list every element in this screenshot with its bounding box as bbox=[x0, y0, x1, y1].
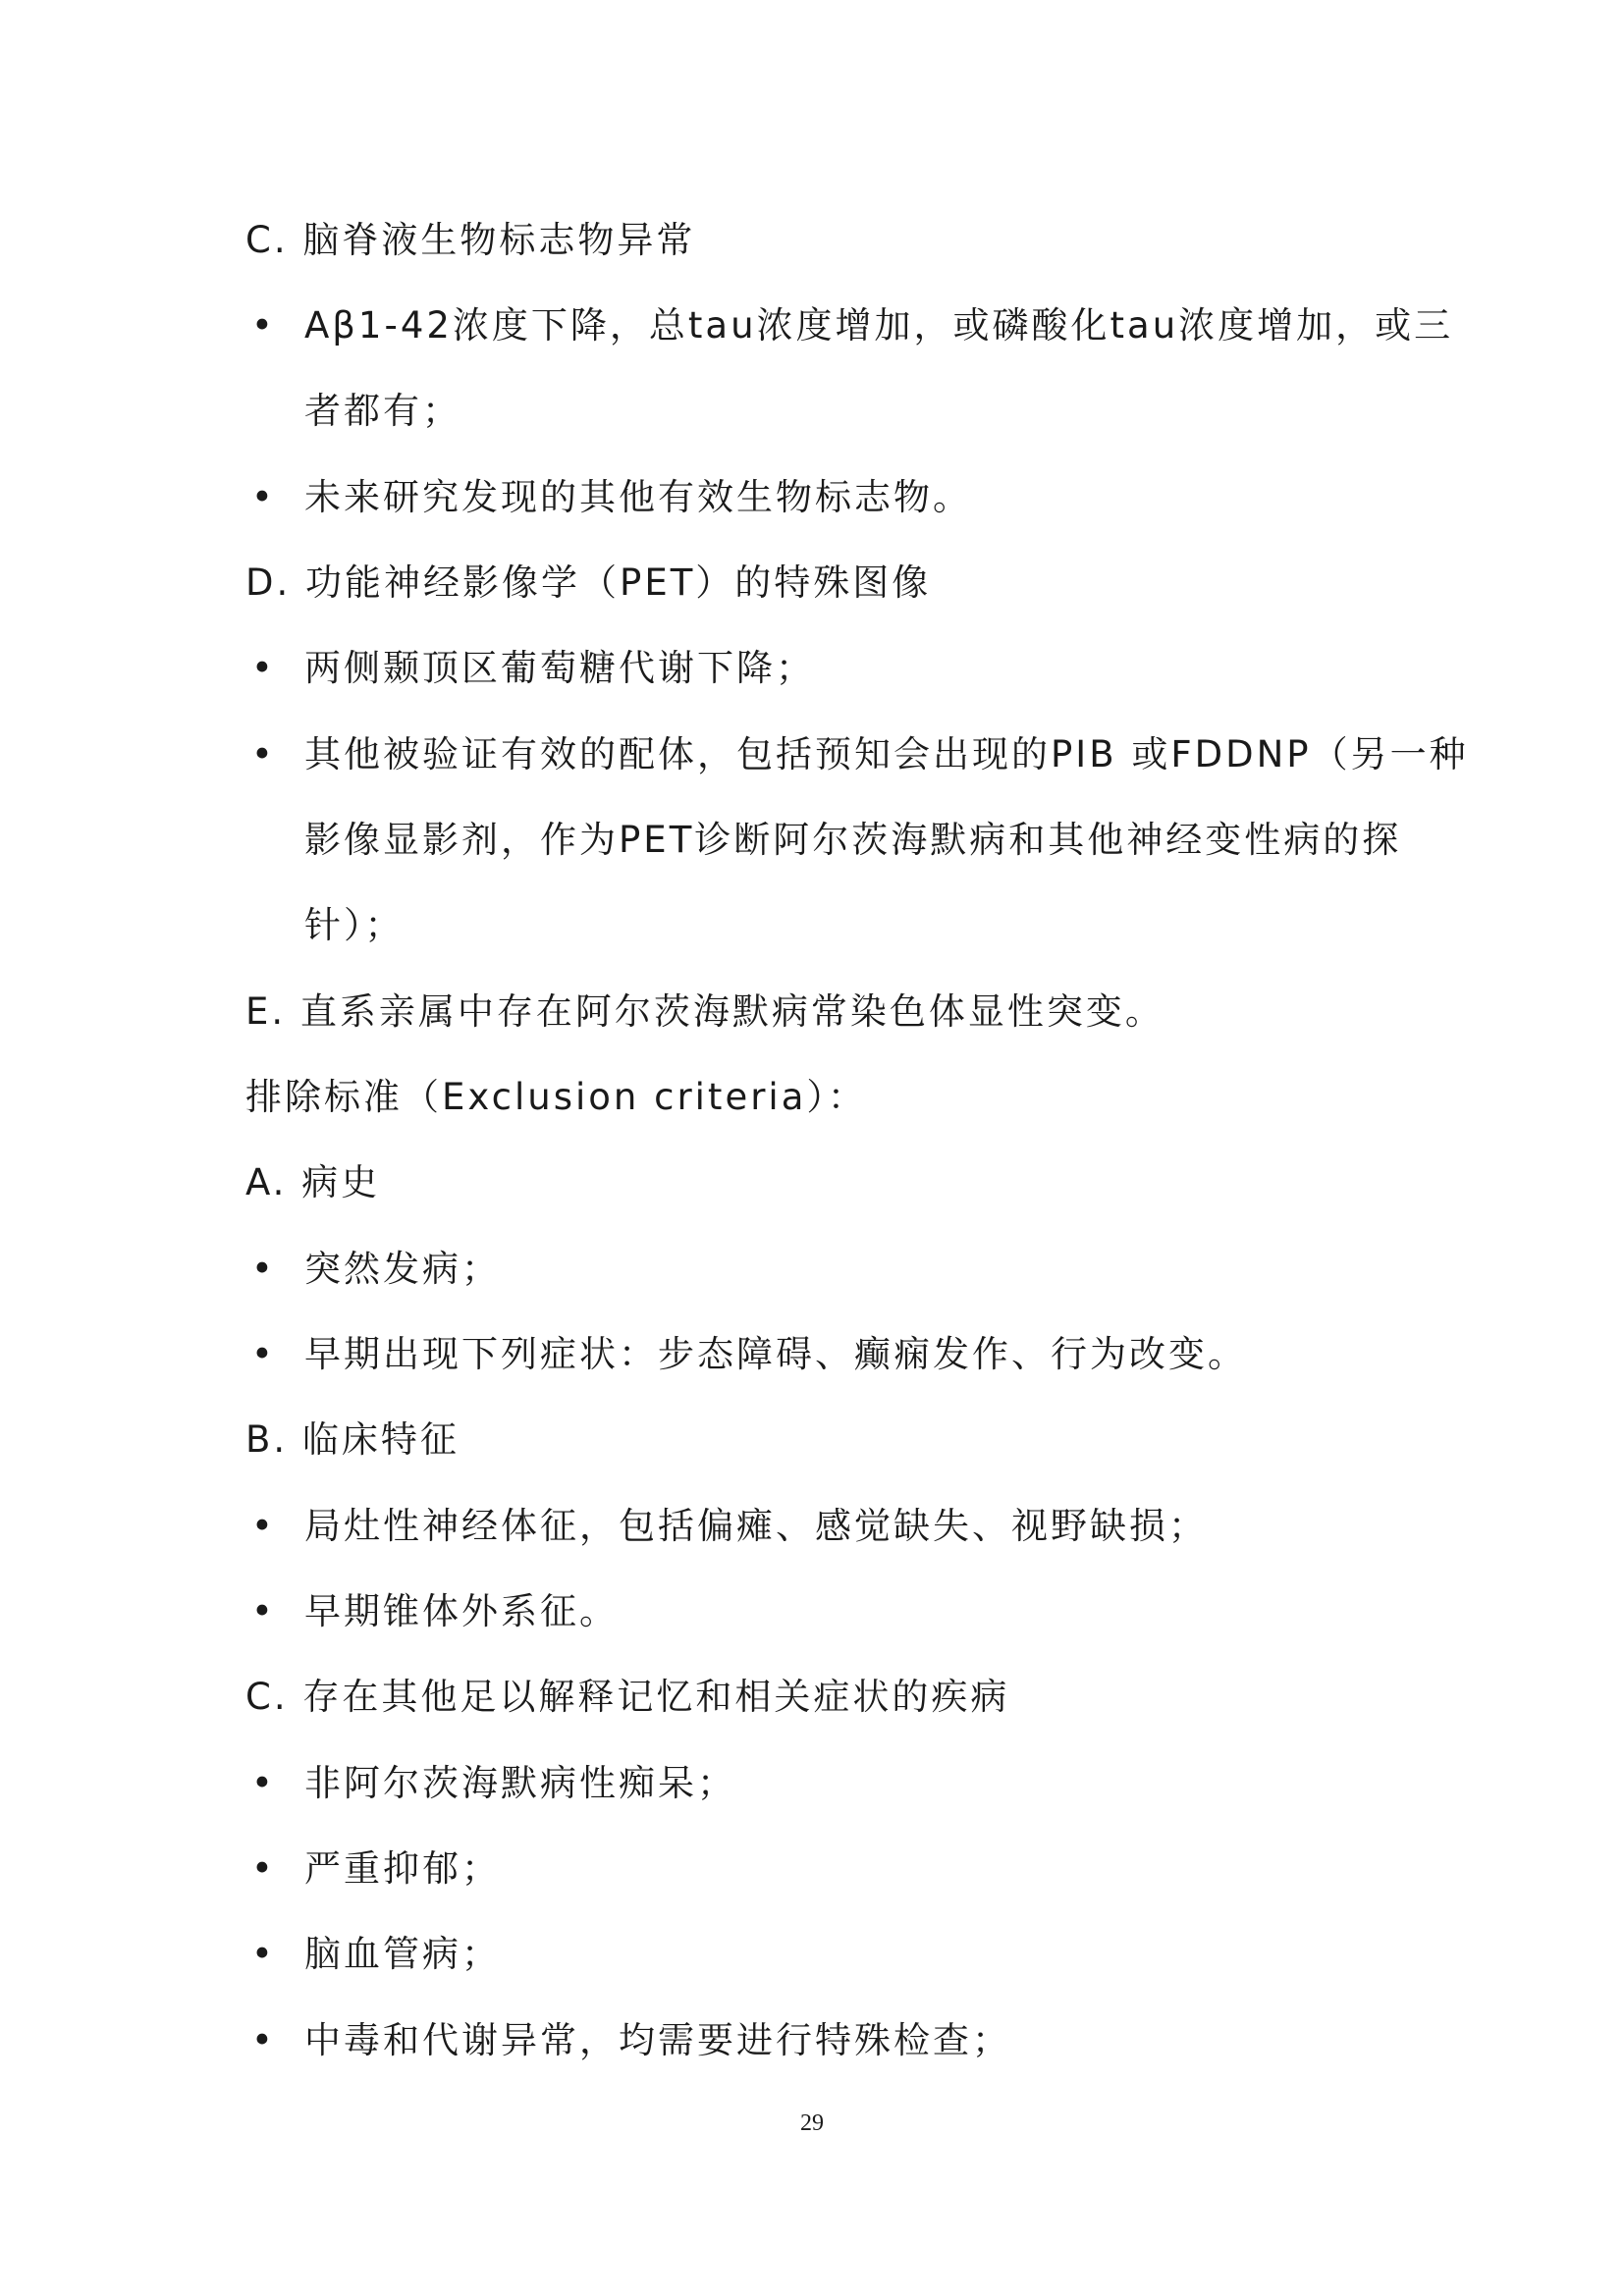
list-item-text: 局灶性神经体征，包括偏瘫、感觉缺失、视野缺损； bbox=[304, 1505, 1208, 1547]
list-item-text: 两侧颞顶区葡萄糖代谢下降； bbox=[304, 647, 815, 689]
list-item-continuation bbox=[304, 389, 1453, 434]
bullet-icon: • bbox=[251, 733, 273, 775]
list-item-text: 针）； bbox=[304, 904, 405, 946]
heading-text: C. 存在其他足以解释记忆和相关症状的疾病 bbox=[245, 1676, 1010, 1718]
bullet-icon: • bbox=[251, 1248, 273, 1290]
page-number: 29 bbox=[800, 2110, 824, 2136]
list-item-text: Aβ1-42浓度下降，总tau浓度增加，或磷酸化tau浓度增加，或三 bbox=[304, 304, 1454, 347]
heading-text: B. 临床特征 bbox=[245, 1418, 460, 1461]
bullet-icon: • bbox=[251, 304, 273, 347]
bullet-icon: • bbox=[251, 1505, 273, 1547]
bullet-icon: • bbox=[251, 1762, 273, 1804]
section-heading-e-genetics bbox=[245, 989, 1394, 1035]
list-item-text: 其他被验证有效的配体，包括预知会出现的PIB 或FDDNP（另一种 bbox=[304, 733, 1469, 775]
heading-text: E. 直系亲属中存在阿尔茨海默病常染色体显性突变。 bbox=[245, 990, 1164, 1033]
list-item-text: 严重抑郁； bbox=[304, 1847, 501, 1890]
list-item-text: 中毒和代谢异常，均需要进行特殊检查； bbox=[304, 2019, 1011, 2061]
list-item-text: 未来研究发现的其他有效生物标志物。 bbox=[304, 476, 972, 518]
section-heading-b-clinical bbox=[245, 1417, 1394, 1463]
section-heading-d-pet bbox=[245, 561, 1394, 606]
bullet-icon: • bbox=[251, 1333, 273, 1375]
bullet-icon: • bbox=[251, 476, 273, 518]
bullet-icon: • bbox=[251, 2019, 273, 2061]
exclusion-criteria-heading bbox=[245, 1075, 1394, 1120]
list-item-continuation bbox=[304, 818, 1453, 863]
list-item-text: 早期锥体外系征。 bbox=[304, 1590, 619, 1632]
heading-text: 排除标准（Exclusion criteria）： bbox=[245, 1076, 867, 1118]
list-item-text: 非阿尔茨海默病性痴呆； bbox=[304, 1762, 736, 1804]
section-heading-a-history bbox=[245, 1160, 1394, 1205]
heading-text: C. 脑脊液生物标志物异常 bbox=[245, 219, 696, 261]
section-heading-c-csf bbox=[245, 218, 1394, 263]
list-item-text: 影像显影剂，作为PET诊断阿尔茨海默病和其他神经变性病的探 bbox=[304, 819, 1402, 861]
bullet-icon: • bbox=[251, 1933, 273, 1975]
list-item-text: 者都有； bbox=[304, 390, 461, 432]
heading-text: A. 病史 bbox=[245, 1161, 381, 1203]
bullet-icon: • bbox=[251, 647, 273, 689]
bullet-icon: • bbox=[251, 1590, 273, 1632]
list-item-text: 脑血管病； bbox=[304, 1933, 501, 1975]
list-item-continuation bbox=[304, 903, 1453, 948]
section-heading-c-other-disease bbox=[245, 1675, 1394, 1720]
list-item-text: 突然发病； bbox=[304, 1248, 501, 1290]
heading-text: D. 功能神经影像学（PET）的特殊图像 bbox=[245, 561, 932, 604]
list-item-text: 早期出现下列症状：步态障碍、癫痫发作、行为改变。 bbox=[304, 1333, 1247, 1375]
bullet-icon: • bbox=[251, 1847, 273, 1890]
